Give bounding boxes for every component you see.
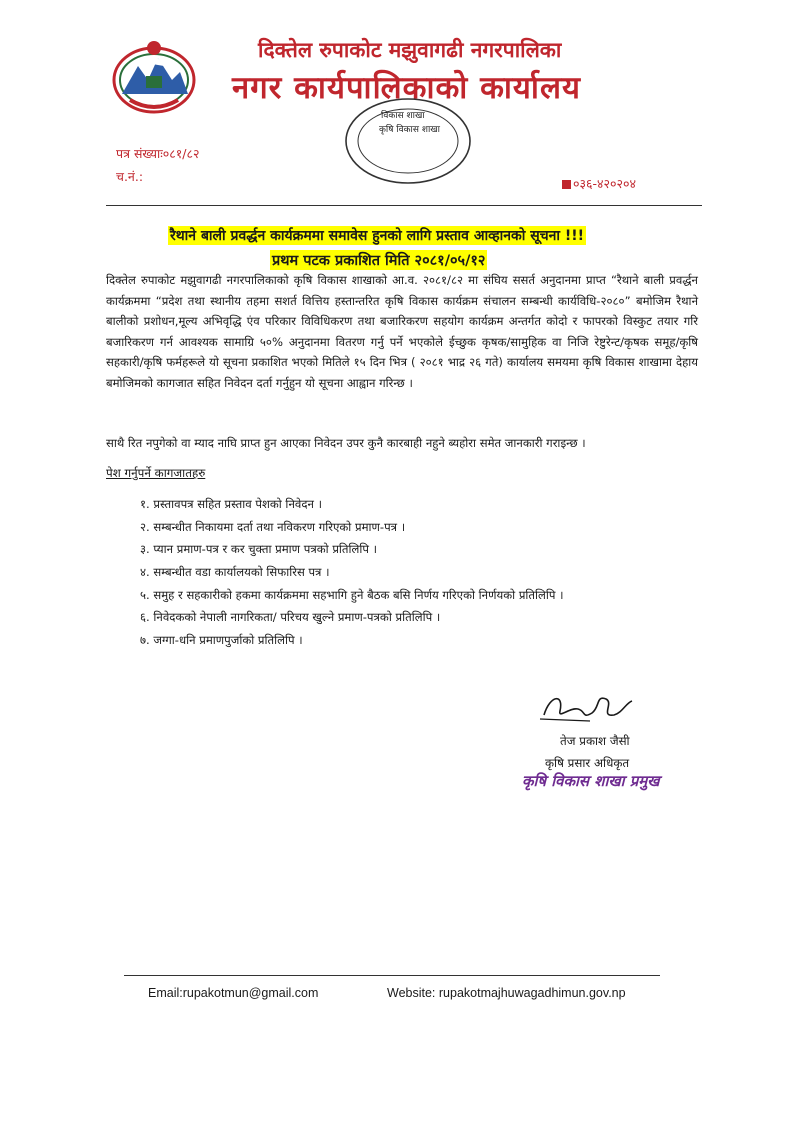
reference-number: पत्र संख्याः०८१/८२ <box>116 146 200 161</box>
stamp-text-1: विकास शाखा <box>381 111 425 121</box>
header-divider <box>106 205 702 206</box>
office-stamp <box>343 96 473 186</box>
footer-divider <box>124 975 660 976</box>
handwritten-signature <box>530 685 640 725</box>
notice-published-date: प्रथम पटक प्रकाशित मिति २०८१/०५/१२ <box>270 250 487 270</box>
list-item: ४. सम्बन्धीत वडा कार्यालयको सिफारिस पत्र । <box>140 565 330 580</box>
office-title: नगर कार्यपालिकाको कार्यालय <box>232 70 581 106</box>
list-item: ३. प्यान प्रमाण-पत्र र कर चुक्ता प्रमाण पत्रको प्रतिलिपि । <box>140 542 378 557</box>
list-item: ७. जग्गा-धनि प्रमाणपुर्जाको प्रतिलिपि । <box>140 633 303 648</box>
signer-designation: कृषि प्रसार अधिकृत <box>545 756 630 770</box>
footer-email: Email:rupakotmun@gmail.com <box>148 986 319 1000</box>
office-name: दिक्तेल रुपाकोट मझुवागढी नगरपालिका <box>258 38 562 62</box>
list-item: ५. समुह र सहकारीको हकमा कार्यक्रममा सहभागि हुने बैठक बसि निर्णय गरिएको निर्णयको प्रतिलिपि । <box>140 587 564 602</box>
body-paragraph-2: साथै रित नपुगेको वा म्याद नाघि प्राप्त हुन आएका निवेदन उपर कुनै कारबाही नहुने ब्यहोरा समेत जानकारी गराइन्छ । <box>106 436 586 450</box>
municipality-emblem <box>108 36 200 116</box>
list-item: १. प्रस्तावपत्र सहित प्रस्ताव पेशको निवेदन । <box>140 497 322 511</box>
dispatch-number: च.नं.: <box>116 169 144 184</box>
phone-number <box>562 175 636 192</box>
body-paragraph-1: दिक्तेल रुपाकोट मझुवागढी नगरपालिकाको कृषि विकास शाखाको आ.व. २०८१/८२ मा संघिय ससर्त अनुदानमा प्राप्त “रैथाने बाली प्रवर्द्धन कार्यक्रममा “प्रदेश तथा स्थानीय तहमा सशर्त वित्तिय हस्तान्तरित कृषि विकास कार्यक्रम संचालन सम्बन्धी कार्यविधि-२०८०” बमोजिम रैथाने बालीको प्रशोधन,मूल्य अभिवृद्धि एंव परिकार विविधिकरण तथा बजारिकरण सहयोग कार्यक्रम अन्तर्गत कोदो र फापरको विस्कुट तयार गरि बजारिकरण गर्न आवश्यक सामाग्रि ५०% अनुदानमा वितरण गर्नु पर्ने भएकोले ईच्छुक कृषक/सामुहिक वा निजि रेष्टुरेन्ट/कृषक समूह/कृषि सहकारी/कृषि फर्महरूले यो सूचना प्रकाशित भएको मितिले १५ दिन भित्र ( २०८१ भाद्र २६ गते) कार्यालय समयमा कृषि विकास शाखामा देहाय बमोजिमको कागजात सहित निवेदन दर्ता गर्नुहुन यो सूचना आह्वान गरिन्छ । <box>106 273 698 390</box>
phone-value: ०३६-४२०२०४ <box>573 176 637 191</box>
documents-list <box>140 497 700 656</box>
signer-role-stamp: कृषि विकास शाखा प्रमुख <box>522 772 660 790</box>
footer-website: Website: rupakotmajhuwagadhimun.gov.np <box>387 986 626 1000</box>
stamp-text-2: कृषि विकास शाखा <box>379 125 440 135</box>
list-item: ६. निवेदकको नेपाली नागरिकता/ परिचय खुल्ने प्रमाण-पत्रको प्रतिलिपि । <box>140 610 441 625</box>
signer-name: तेज प्रकाश जैसी <box>560 734 630 748</box>
notice-title: रैथाने बाली प्रवर्द्धन कार्यक्रममा समावेस हुनको लागि प्रस्ताव आव्हानको सूचना !!! <box>170 228 585 244</box>
phone-icon <box>562 180 571 189</box>
list-item: २. सम्बन्धीत निकायमा दर्ता तथा नविकरण गरिएको प्रमाण-पत्र । <box>140 519 406 534</box>
documents-heading: पेश गर्नुपर्ने कागजातहरु <box>106 466 206 480</box>
